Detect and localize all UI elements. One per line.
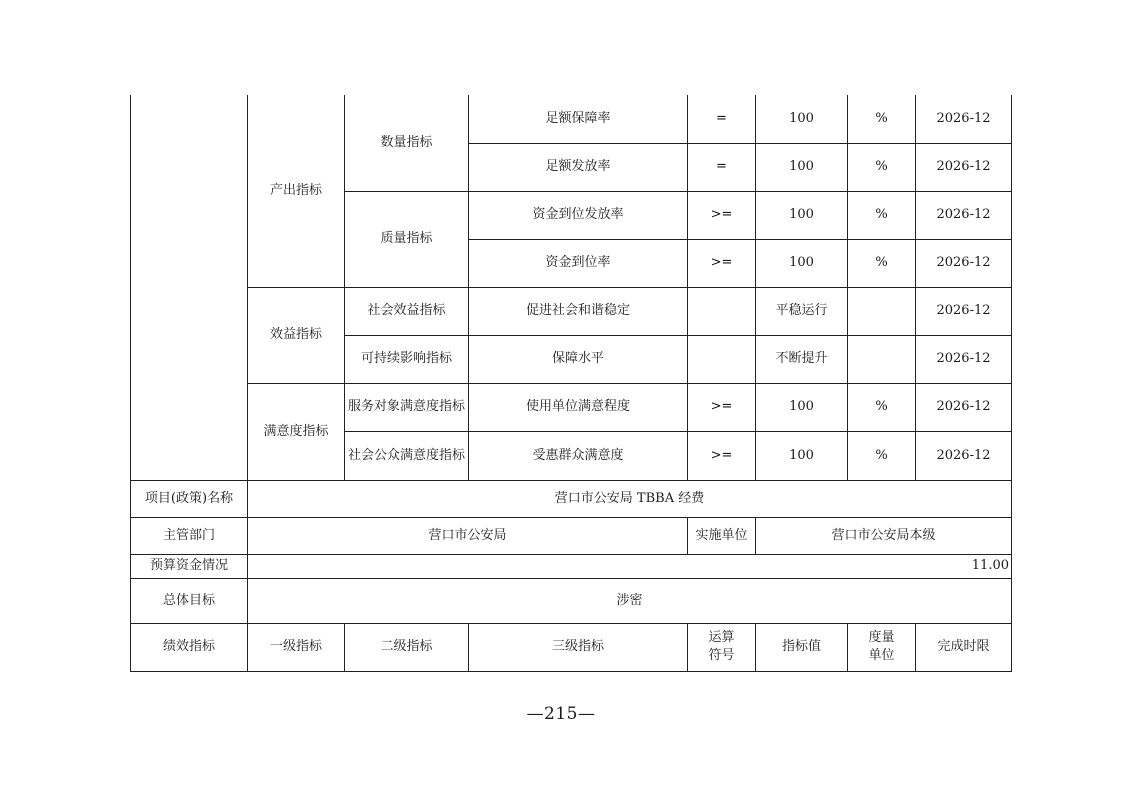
unit-cell: %	[848, 383, 916, 431]
header-level2: 二级指标	[345, 623, 469, 671]
level3-cell: 足额保障率	[469, 95, 688, 143]
overall-goal-label: 总体目标	[131, 578, 248, 623]
unit-cell: %	[848, 239, 916, 287]
operator-cell: >=	[688, 383, 756, 431]
page-number: —215—	[526, 704, 596, 724]
value-cell: 平稳运行	[756, 287, 848, 335]
level2-cell: 质量指标	[345, 191, 469, 287]
level2-cell: 可持续影响指标	[345, 335, 469, 383]
operator-cell: =	[688, 143, 756, 191]
department-row	[131, 517, 1012, 554]
table-row	[131, 287, 1012, 335]
deadline-cell: 2026-12	[916, 431, 1012, 480]
overall-goal-value: 涉密	[248, 578, 1012, 623]
deadline-cell: 2026-12	[916, 287, 1012, 335]
budget-label: 预算资金情况	[131, 554, 248, 578]
unit-cell: %	[848, 191, 916, 239]
value-cell: 100	[756, 191, 848, 239]
level3-cell: 保障水平	[469, 335, 688, 383]
level3-cell: 资金到位率	[469, 239, 688, 287]
budget-value: 11.00	[248, 554, 1012, 578]
blank-cell	[131, 95, 248, 480]
operator-cell: =	[688, 95, 756, 143]
unit-cell	[848, 287, 916, 335]
header-performance: 绩效指标	[131, 623, 248, 671]
operator-cell: >=	[688, 431, 756, 480]
deadline-cell: 2026-12	[916, 335, 1012, 383]
unit-cell	[848, 335, 916, 383]
level3-cell: 足额发放率	[469, 143, 688, 191]
level1-cell: 产出指标	[248, 95, 345, 287]
project-name-label: 项目(政策)名称	[131, 480, 248, 517]
table-row	[131, 95, 1012, 143]
value-cell: 100	[756, 383, 848, 431]
project-name-value: 营口市公安局 TBBA 经费	[248, 480, 1012, 517]
budget-row	[131, 554, 1012, 578]
project-name-row	[131, 480, 1012, 517]
goal-row	[131, 578, 1012, 623]
level2-cell: 社会效益指标	[345, 287, 469, 335]
header-deadline: 完成时限	[916, 623, 1012, 671]
level3-cell: 促进社会和谐稳定	[469, 287, 688, 335]
deadline-cell: 2026-12	[916, 239, 1012, 287]
header-level1: 一级指标	[248, 623, 345, 671]
level1-cell: 效益指标	[248, 287, 345, 383]
header-operator	[688, 623, 756, 671]
header-value: 指标值	[756, 623, 848, 671]
table-row	[131, 383, 1012, 431]
level2-cell: 社会公众满意度指标	[345, 431, 469, 480]
level3-cell: 受惠群众满意度	[469, 431, 688, 480]
header-unit	[848, 623, 916, 671]
implementing-unit-label: 实施单位	[688, 517, 756, 554]
header-operator-text: 运算符号	[708, 629, 735, 663]
operator-cell: >=	[688, 191, 756, 239]
level3-cell: 使用单位满意程度	[469, 383, 688, 431]
deadline-cell: 2026-12	[916, 95, 1012, 143]
operator-cell: >=	[688, 239, 756, 287]
header-level3: 三级指标	[469, 623, 688, 671]
level2-cell: 服务对象满意度指标	[345, 383, 469, 431]
unit-cell: %	[848, 95, 916, 143]
unit-cell: %	[848, 431, 916, 480]
level1-cell: 满意度指标	[248, 383, 345, 480]
department-label: 主管部门	[131, 517, 248, 554]
value-cell: 100	[756, 143, 848, 191]
value-cell: 100	[756, 431, 848, 480]
level3-cell: 资金到位发放率	[469, 191, 688, 239]
unit-cell: %	[848, 143, 916, 191]
operator-cell	[688, 335, 756, 383]
deadline-cell: 2026-12	[916, 383, 1012, 431]
operator-cell	[688, 287, 756, 335]
level2-cell: 数量指标	[345, 95, 469, 191]
header-row	[131, 623, 1012, 671]
deadline-cell: 2026-12	[916, 143, 1012, 191]
header-unit-text: 度量单位	[868, 629, 895, 663]
department-value: 营口市公安局	[248, 517, 688, 554]
value-cell: 不断提升	[756, 335, 848, 383]
value-cell: 100	[756, 239, 848, 287]
value-cell: 100	[756, 95, 848, 143]
implementing-unit-value: 营口市公安局本级	[756, 517, 1012, 554]
deadline-cell: 2026-12	[916, 191, 1012, 239]
performance-table	[130, 95, 1012, 672]
